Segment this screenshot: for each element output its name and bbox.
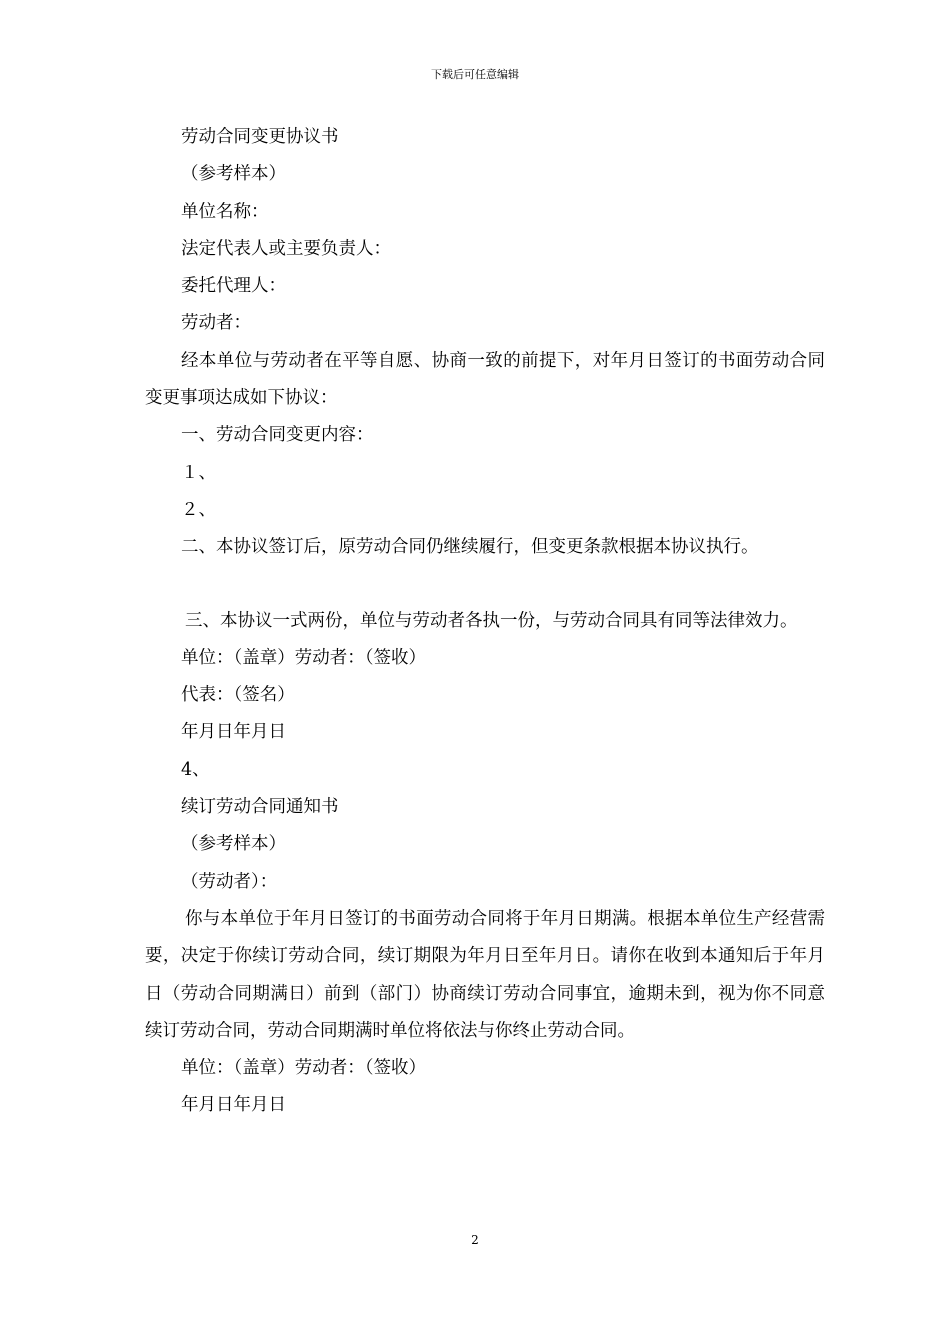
doc1-title: 劳动合同变更协议书 [181,127,339,147]
doc1-item1-2: ２、 [181,499,216,520]
doc1-worker: 劳动者： [181,313,251,334]
doc2-title: 续订劳动合同通知书 [181,797,339,818]
doc1-item1: 一、劳动合同变更内容： [181,425,374,446]
doc2-addressee: （劳动者）： [181,871,278,892]
doc1-agent: 委托代理人： [181,276,286,297]
section-number: 4、 [181,759,210,780]
page-header: 下载后可任意编辑 [431,68,519,81]
doc2-sign-line: 单位：（盖章）劳动者：（签收） [181,1058,426,1079]
doc1-intro: 经本单位与劳动者在平等自愿、协商一致的前提下，对年月日签订的书面劳动合同变更事项达成如下协议： [145,350,825,409]
doc1-legal-rep: 法定代表人或主要负责人： [181,238,391,259]
doc1-date-line: 年月日年月日 [181,722,286,743]
doc1-item3: 三、本协议一式两份，单位与劳动者各执一份，与劳动合同具有同等法律效力。 [185,610,798,631]
document-body [145,119,825,1125]
doc2-body: 你与本单位于年月日签订的书面劳动合同将于年月日期满。根据本单位生产经营需要，决定于你续订劳动合同，续订期限为年月日至年月日。请你在收到本通知后于年月日（劳动合同期满日）前到（部门）协商续订劳动合同事宜，逾期未到，视为你不同意续订劳动合同，劳动合同期满时单位将依法与你终止劳动合同。 [145,908,825,1041]
doc2-subtitle: （参考样本） [181,834,286,855]
doc1-sign-line: 单位：（盖章）劳动者：（签收） [181,647,426,668]
doc1-subtitle: （参考样本） [181,164,286,185]
doc1-unit-name: 单位名称： [181,201,269,222]
doc1-rep-line: 代表：（签名） [181,685,295,706]
page-number: 2 [471,1233,479,1247]
doc1-item2: 二、本协议签订后，原劳动合同仍继续履行，但变更条款根据本协议执行。 [181,537,759,558]
doc1-item1-1: １、 [181,462,216,483]
paragraph-gap [145,567,825,603]
doc2-date-line: 年月日年月日 [181,1095,286,1116]
